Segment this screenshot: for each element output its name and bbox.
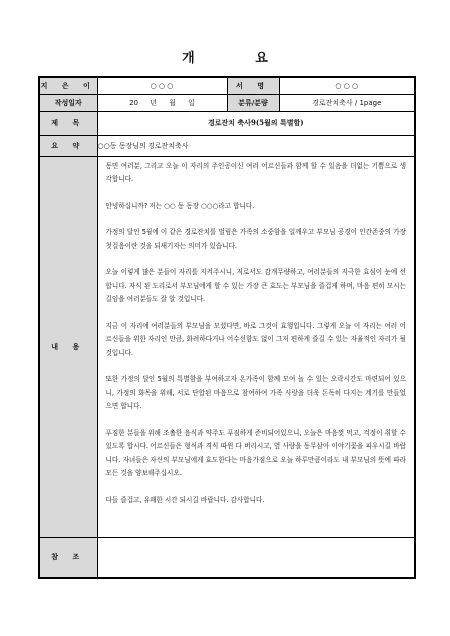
- speaker-value: ○ ○ ○: [97, 77, 227, 94]
- title-value: 경로잔치 축사9(5월의 특별함): [97, 111, 415, 135]
- row-title: [39, 111, 415, 135]
- content-paragraph: 푸짐한 분들을 위해 조촐한 음식과 약주도 푸짐하게 준비되어있으니, 오늘은 마음껏 먹고, 걱정이 취할 수 있도록 합시다. 어르신들은 형식과 격식 따윈 다 버리시고, 옆 사람을 동무삼아 이야기꽃을 피우시길 바랍니다. 자녀들은 자신의 부모님에게 효도한다는 마음가짐으로 오늘 하루만큼이라도 내 부모님의 뜻에 따라 모든 것을 양보해주십시오.: [105, 428, 406, 477]
- date-value: 20 년 월 일: [97, 94, 227, 111]
- summary-label: 요 약: [39, 135, 97, 156]
- content-paragraph: 안녕하십니까? 저는 ○○ 동 동장 ○○○라고 합니다.: [105, 201, 255, 210]
- row-content: [39, 156, 415, 537]
- content-paragraph: 가정의 달인 5월에 이 같은 경로잔치를 벌림은 가족의 소중함을 일깨우고 부모님 공경이 인간존중의 가장 첫걸음이란 것을 되새기자는 의미가 있습니다.: [105, 228, 406, 250]
- document-title: 개 요: [182, 51, 296, 66]
- category-label: 분류/분량: [227, 94, 279, 111]
- row-speaker: [39, 77, 415, 94]
- content-paragraph: 오늘 이렇게 많은 분들이 자리를 지켜주시니, 저로서도 감개무량하고, 여러분들의 지극한 효심이 눈에 선합니다. 자식 된 도리로서 부모님에게 할 수 있는 가장 큰 효도는 부모님을 즐겁게 하며, 마음 편히 모시는 길임을 여러분들도 잘 알 것입니다.: [105, 268, 406, 303]
- content-paragraph: 다들 즐겁고, 유쾌한 시간 되시길 바랍니다. 감사합니다.: [105, 495, 265, 504]
- reference-label: 참 조: [39, 537, 97, 578]
- content-paragraph: 또한 가정의 달인 5월의 특별함을 부여하고자 온가족이 함께 모여 놀 수 있는 오락시간도 마련되어 있으니, 가정의 화목을 위해, 서로 단합된 마음으로 참여하여 가족 사랑을 더욱 돈독히 다지는 계기를 만들었으면 합니다.: [105, 375, 406, 410]
- signature-label: 서 명: [227, 77, 279, 94]
- content-paragraph: 동민 여러분, 그리고 오늘 이 자리의 주인공이신 여러 어르신들과 함께 할 수 있음을 더없는 기쁨으로 생각합니다.: [105, 161, 406, 183]
- category-value: 경로잔치축사 / 1page: [279, 94, 415, 111]
- row-date: [39, 94, 415, 111]
- content-body: [97, 156, 415, 537]
- content-paragraph: 지금 이 자리에 여러분들의 부모님을 모셨다면, 바로 그것이 효행입니다. 그렇게 오늘 이 자리는 여러 어르신들을 위한 자리인 만큼, 화려하다거나 어수선함도 없이 그저 편하게 즐길 수 있는 자율적인 자리가 될 것입니다.: [105, 321, 406, 357]
- row-reference: [39, 537, 415, 578]
- date-label: 작성일자: [39, 94, 97, 111]
- signature-value: ○ ○ ○: [279, 77, 415, 94]
- title-label: 제 목: [39, 111, 97, 135]
- reference-value: [97, 537, 415, 578]
- summary-form-table: [38, 76, 416, 579]
- content-label: 내 용: [39, 156, 97, 537]
- speaker-label: 지 은 이: [39, 77, 97, 94]
- summary-value: ○○동 동장님의 경로잔치축사: [97, 135, 415, 156]
- row-summary: [39, 135, 415, 156]
